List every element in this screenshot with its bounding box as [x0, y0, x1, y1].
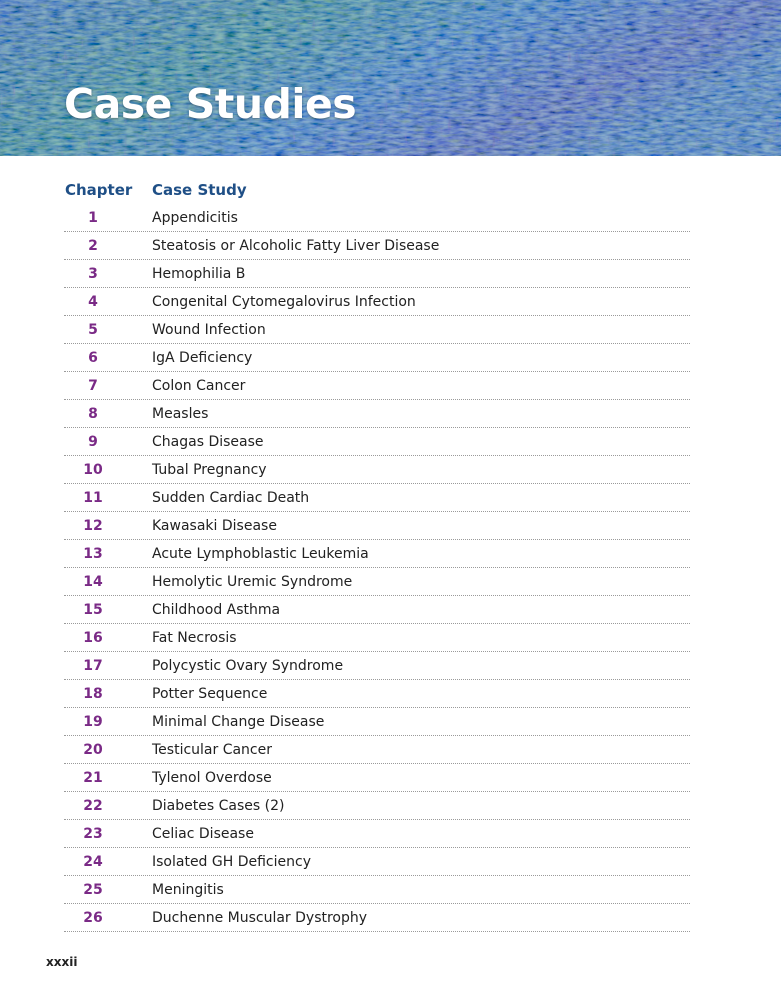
- case-study-name: Chagas Disease: [152, 434, 264, 450]
- case-study-name: Measles: [152, 406, 209, 422]
- table-row: [64, 792, 690, 820]
- table-row: [64, 232, 690, 260]
- table-row: [64, 428, 690, 456]
- table-row: [64, 764, 690, 792]
- chapter-number: 11: [83, 490, 103, 506]
- case-study-name: Isolated GH Deficiency: [152, 854, 311, 870]
- case-study-name: IgA Deficiency: [152, 350, 253, 366]
- chapter-number: 24: [83, 854, 103, 870]
- chapter-number: 4: [88, 294, 98, 310]
- page-title: Case Studies: [64, 80, 357, 128]
- table-row: [64, 680, 690, 708]
- chapter-number: 1: [88, 210, 98, 226]
- column-header-case-study: Case Study: [152, 181, 247, 199]
- chapter-number: 21: [83, 770, 103, 786]
- table-row: [64, 540, 690, 568]
- table-row: [64, 344, 690, 372]
- chapter-number: 22: [83, 798, 103, 814]
- table-row: [64, 316, 690, 344]
- case-study-name: Hemophilia B: [152, 266, 246, 282]
- chapter-number: 15: [83, 602, 103, 618]
- case-study-name: Diabetes Cases (2): [152, 798, 285, 814]
- chapter-number: 25: [83, 882, 103, 898]
- table-row: [64, 708, 690, 736]
- table-row: [64, 568, 690, 596]
- case-study-name: Testicular Cancer: [152, 742, 272, 758]
- chapter-number: 9: [88, 434, 98, 450]
- case-study-name: Celiac Disease: [152, 826, 254, 842]
- case-study-name: Kawasaki Disease: [152, 518, 277, 534]
- chapter-number: 8: [88, 406, 98, 422]
- case-study-name: Acute Lymphoblastic Leukemia: [152, 546, 369, 562]
- page-number: xxxii: [46, 955, 78, 969]
- chapter-number: 18: [83, 686, 103, 702]
- table-row: [64, 848, 690, 876]
- case-study-name: Congenital Cytomegalovirus Infection: [152, 294, 416, 310]
- chapter-number: 10: [83, 462, 103, 478]
- case-study-name: Fat Necrosis: [152, 630, 237, 646]
- case-study-name: Colon Cancer: [152, 378, 246, 394]
- table-row: [64, 596, 690, 624]
- chapter-number: 2: [88, 238, 98, 254]
- table-row: [64, 652, 690, 680]
- chapter-number: 5: [88, 322, 98, 338]
- table-row: [64, 288, 690, 316]
- case-study-name: Wound Infection: [152, 322, 266, 338]
- chapter-number: 3: [88, 266, 98, 282]
- case-study-name: Potter Sequence: [152, 686, 268, 702]
- chapter-number: 12: [83, 518, 103, 534]
- table-row: [64, 512, 690, 540]
- chapter-number: 19: [83, 714, 103, 730]
- table-row: [64, 260, 690, 288]
- chapter-number: 13: [83, 546, 103, 562]
- table-row: [64, 904, 690, 932]
- chapter-number: 16: [83, 630, 103, 646]
- case-study-name: Minimal Change Disease: [152, 714, 325, 730]
- case-study-name: Meningitis: [152, 882, 224, 898]
- case-study-name: Duchenne Muscular Dystrophy: [152, 910, 368, 926]
- table-row: [64, 400, 690, 428]
- chapter-number: 20: [83, 742, 103, 758]
- chapter-number: 26: [83, 910, 103, 926]
- table-row: [64, 456, 690, 484]
- case-study-name: Tylenol Overdose: [152, 770, 272, 786]
- table-row: [64, 820, 690, 848]
- column-header-chapter: Chapter: [65, 181, 133, 199]
- table-row: [64, 736, 690, 764]
- header-banner: [0, 0, 781, 156]
- chapter-number: 7: [88, 378, 98, 394]
- case-study-name: Polycystic Ovary Syndrome: [152, 658, 344, 674]
- table-row: [64, 372, 690, 400]
- table-header: [64, 178, 690, 202]
- case-study-list: [64, 204, 690, 932]
- table-row: [64, 484, 690, 512]
- chapter-number: 17: [83, 658, 103, 674]
- case-study-name: Steatosis or Alcoholic Fatty Liver Disease: [152, 238, 440, 254]
- case-study-name: Childhood Asthma: [152, 602, 281, 618]
- chapter-number: 14: [83, 574, 103, 590]
- table-row: [64, 204, 690, 232]
- case-study-name: Tubal Pregnancy: [152, 462, 267, 478]
- case-study-name: Appendicitis: [152, 210, 238, 226]
- chapter-number: 23: [83, 826, 103, 842]
- case-study-name: Hemolytic Uremic Syndrome: [152, 574, 353, 590]
- table-row: [64, 876, 690, 904]
- case-study-name: Sudden Cardiac Death: [152, 490, 310, 506]
- table-row: [64, 624, 690, 652]
- chapter-number: 6: [88, 350, 98, 366]
